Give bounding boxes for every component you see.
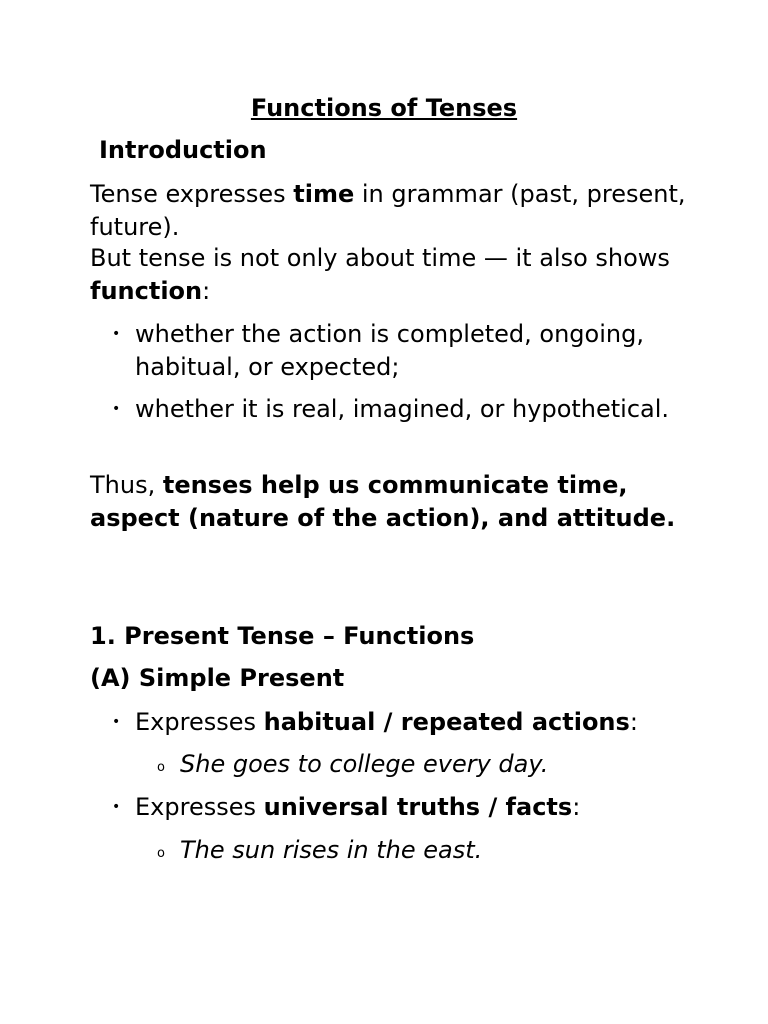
- text-run: Thus,: [90, 471, 163, 499]
- text-run-bold: function: [90, 277, 203, 305]
- example-sentence: The sun rises in the east.: [180, 836, 483, 864]
- bullet-icon: •: [112, 714, 121, 730]
- bullet-icon: •: [112, 401, 121, 417]
- bullet-icon: •: [112, 326, 121, 342]
- text-run: in grammar (past, present, future).: [90, 180, 686, 241]
- text-run: Tense expresses: [90, 180, 294, 208]
- intro-paragraph-2: [90, 242, 700, 308]
- text-run-bold: habitual / repeated actions: [263, 708, 630, 736]
- text-run: :: [572, 793, 581, 821]
- document-title: Functions of Tenses: [250, 94, 518, 122]
- list-item-text: [135, 791, 695, 824]
- text-run-bold: time: [293, 180, 355, 208]
- text-run: :: [629, 708, 638, 736]
- text-run: Expresses: [135, 793, 264, 821]
- text-run: But tense is not only about time — it also shows: [90, 244, 670, 272]
- list-item-text: [135, 706, 695, 739]
- intro-paragraph-1: [90, 178, 700, 244]
- intro-paragraph-3: [90, 469, 690, 535]
- example-sentence: She goes to college every day.: [180, 750, 549, 778]
- section-heading: 1. Present Tense – Functions: [90, 622, 475, 650]
- text-run-bold: universal truths / facts: [263, 793, 573, 821]
- intro-heading: Introduction: [99, 136, 267, 164]
- list-item-text: whether it is real, imagined, or hypothetical.: [135, 395, 670, 423]
- bullet-icon: •: [112, 799, 121, 815]
- sub-bullet-icon: o: [157, 846, 165, 861]
- text-run-bold: tenses help us communicate time, aspect (nature of the action), and attitude.: [90, 471, 676, 532]
- text-run: Expresses: [135, 708, 264, 736]
- sub-bullet-icon: o: [157, 760, 165, 775]
- text-run: :: [202, 277, 211, 305]
- section-subheading: (A) Simple Present: [90, 664, 345, 692]
- list-item-text: whether the action is completed, ongoing, habitual, or expected;: [135, 320, 644, 381]
